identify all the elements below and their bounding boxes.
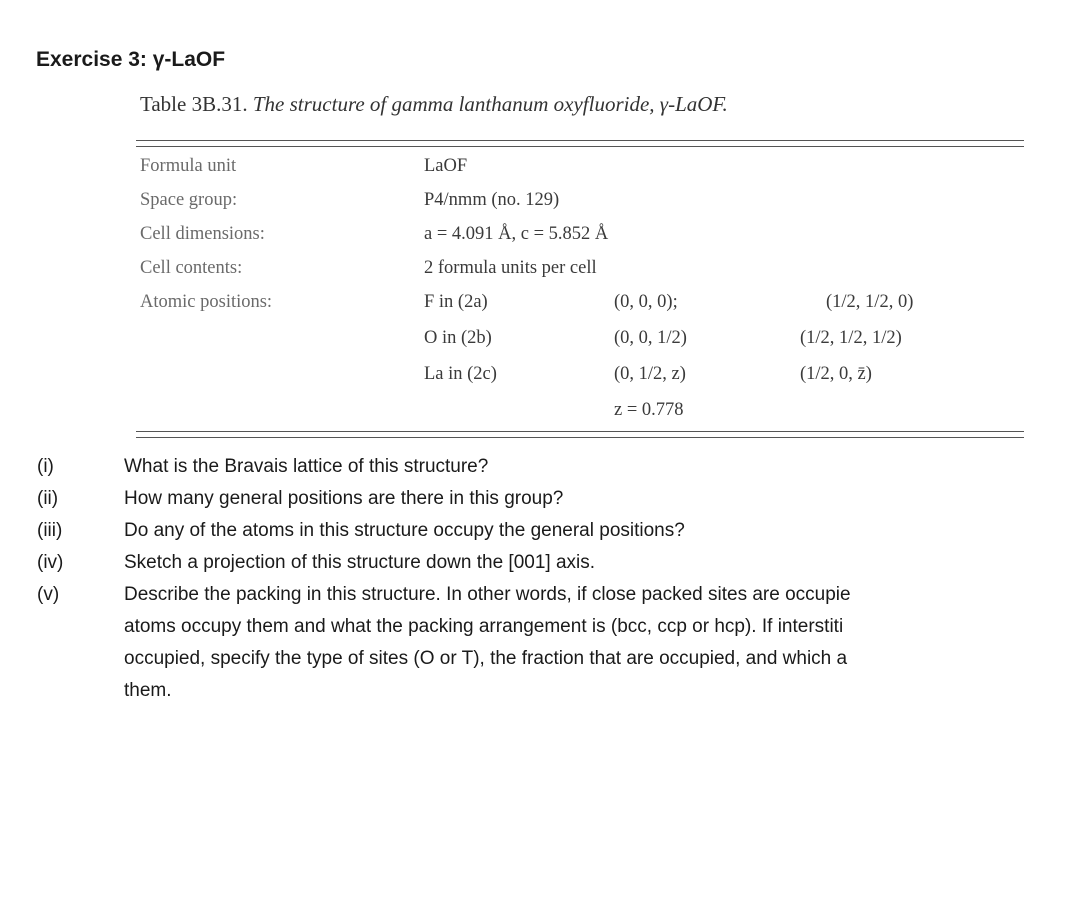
atom-position-1: (0, 0, 1/2) (614, 328, 687, 348)
atom-site: O in (2b) (424, 328, 492, 348)
question-text: Do any of the atoms in this structure occupy the general positions? (124, 520, 685, 541)
atom-position-2: (1/2, 0, z̄) (800, 364, 872, 384)
atom-site: La in (2c) (424, 364, 497, 384)
atom-position-1: (0, 0, 0); (614, 292, 678, 312)
table-caption-label: Table 3B.31. (140, 92, 248, 116)
question-number: (i) (37, 456, 54, 477)
question-number: (ii) (37, 488, 59, 509)
question-text: What is the Bravais lattice of this structure? (124, 456, 489, 477)
question-text: Sketch a projection of this structure down the [001] axis. (124, 552, 596, 573)
question-number: (iv) (37, 552, 64, 573)
question-text-line: atoms occupy them and what the packing arrangement is (bcc, ccp or hcp). If interstiti (124, 616, 844, 637)
cell-contents-label: Cell contents: (140, 258, 243, 278)
cell-contents-value: 2 formula units per cell (424, 258, 597, 278)
table-bottom-rule (136, 431, 1024, 438)
question-text: How many general positions are there in this group? (124, 488, 564, 509)
question-text-line: Describe the packing in this structure. In other words, if close packed sites are occupie (124, 584, 851, 605)
question-number: (v) (37, 584, 60, 605)
formula-label: Formula unit (140, 156, 237, 176)
question-text-line: them. (124, 680, 172, 701)
table-caption (140, 92, 728, 117)
atom-site: F in (2a) (424, 292, 488, 312)
space-group-value: P4/nmm (no. 129) (424, 190, 560, 210)
question-text-line: occupied, specify the type of sites (O or T), the fraction that are occupied, and which a (124, 648, 848, 669)
space-group-label: Space group: (140, 190, 238, 210)
cell-dimensions-value: a = 4.091 Å, c = 5.852 Å (424, 224, 609, 244)
question-number: (iii) (37, 520, 63, 541)
atomic-positions-label: Atomic positions: (140, 292, 273, 312)
cell-dimensions-label: Cell dimensions: (140, 224, 265, 244)
table-caption-text: The structure of gamma lanthanum oxyfluoride, γ-LaOF. (252, 92, 728, 116)
table-top-rule (136, 140, 1024, 147)
atom-position-2: (1/2, 1/2, 1/2) (800, 328, 902, 348)
atom-position-2: (1/2, 1/2, 0) (826, 292, 914, 312)
atom-position-1: (0, 1/2, z) (614, 364, 686, 384)
formula-value: LaOF (424, 156, 468, 176)
exercise-title: Exercise 3: γ-LaOF (36, 48, 226, 71)
z-value: z = 0.778 (614, 400, 684, 420)
